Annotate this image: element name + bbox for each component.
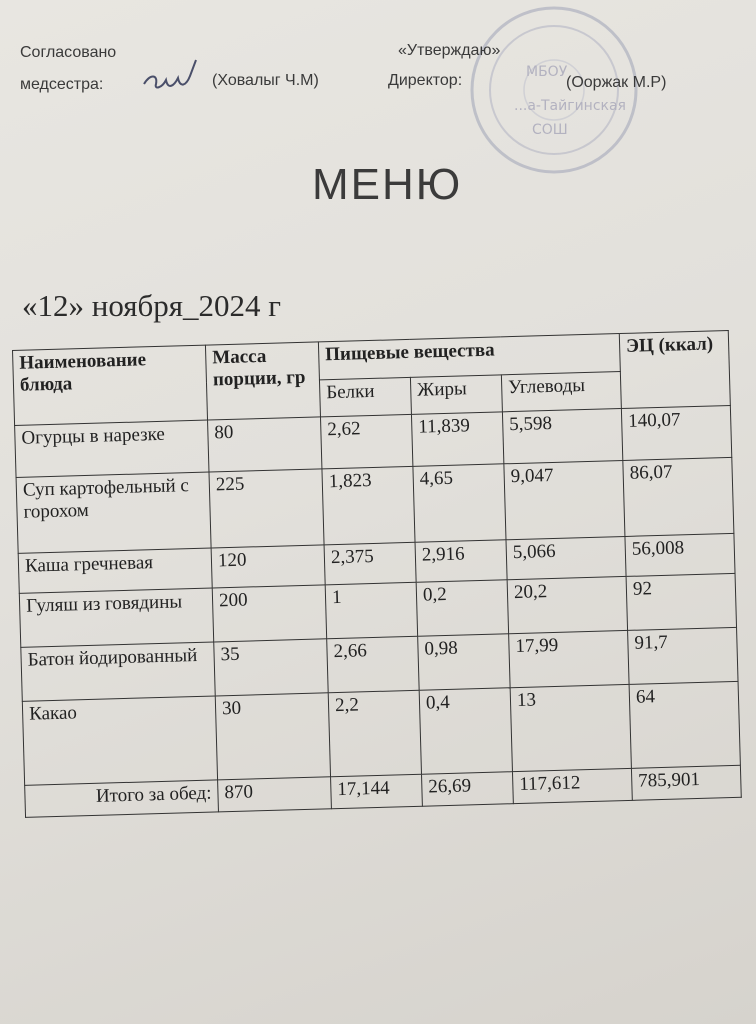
menu-date: «12» ноября_2024 г	[22, 288, 282, 323]
header-dish: Наименование блюда	[13, 345, 208, 425]
header-mass: Масса порции, гр	[205, 342, 320, 420]
row-carbs: 17,99	[509, 630, 629, 687]
menu-table	[12, 330, 742, 818]
row-energy: 91,7	[628, 627, 738, 684]
row-protein: 2,62	[320, 414, 412, 469]
stamp-line-3: СОШ	[532, 122, 568, 138]
row-carbs: 9,047	[504, 460, 625, 539]
nurse-label: медсестра:	[20, 76, 104, 93]
row-carbs: 13	[510, 684, 631, 771]
row-energy: 92	[626, 573, 736, 630]
row-energy: 56,008	[625, 533, 735, 576]
stamp-line-2: ...а-Тайгинская	[514, 98, 626, 114]
total-energy: 785,901	[631, 765, 741, 800]
total-label: Итого за обед:	[25, 780, 219, 817]
row-fat: 11,839	[411, 412, 503, 467]
row-fat: 4,65	[413, 464, 506, 543]
agreed-label: Согласовано	[20, 44, 117, 61]
row-fat: 2,916	[415, 540, 507, 583]
row-protein: 2,2	[328, 690, 421, 777]
row-energy: 140,07	[621, 405, 731, 460]
total-fat: 26,69	[422, 772, 514, 807]
row-carbs: 5,598	[502, 409, 622, 464]
row-dish: Гуляш из говядины	[19, 588, 213, 647]
row-protein: 1,823	[322, 466, 415, 545]
director-label: Директор:	[388, 72, 463, 89]
total-mass: 870	[218, 777, 332, 812]
menu-table-wrapper	[12, 330, 742, 818]
row-energy: 86,07	[623, 457, 734, 536]
row-mass: 30	[215, 693, 330, 780]
row-energy: 64	[629, 681, 740, 768]
nurse-signature	[138, 54, 204, 98]
row-protein: 2,375	[324, 542, 416, 585]
header-energy: ЭЦ (ккал)	[619, 330, 730, 408]
total-protein: 17,144	[331, 774, 423, 809]
row-carbs: 20,2	[507, 576, 627, 633]
header-nutrients: Пищевые вещества	[318, 334, 620, 380]
row-carbs: 5,066	[506, 536, 626, 579]
row-dish: Суп картофельный с горохом	[16, 472, 211, 553]
row-mass: 225	[209, 469, 324, 548]
header-carbs: Углеводы	[501, 371, 621, 412]
approve-label: «Утверждаю»	[398, 42, 501, 59]
row-fat: 0,4	[419, 688, 512, 775]
row-dish: Какао	[22, 696, 217, 785]
header-protein: Белки	[319, 377, 411, 417]
row-mass: 120	[211, 545, 325, 588]
row-mass: 80	[208, 417, 322, 472]
row-protein: 1	[325, 582, 417, 639]
page-title: МЕНЮ	[312, 160, 463, 209]
stamp-line-1: МБОУ	[526, 64, 568, 80]
row-protein: 2,66	[327, 636, 419, 693]
row-dish: Огурцы в нарезке	[15, 420, 209, 477]
row-dish: Каша гречневая	[18, 548, 212, 593]
row-fat: 0,2	[416, 580, 508, 637]
director-name: (Ооржак М.Р)	[566, 74, 667, 91]
row-mass: 35	[214, 639, 328, 696]
row-fat: 0,98	[418, 634, 510, 691]
row-dish: Батон йодированный	[21, 642, 215, 701]
total-carbs: 117,612	[512, 768, 632, 803]
row-mass: 200	[212, 585, 326, 642]
header-fat: Жиры	[410, 374, 502, 414]
nurse-name: (Ховалыг Ч.М)	[212, 72, 319, 89]
